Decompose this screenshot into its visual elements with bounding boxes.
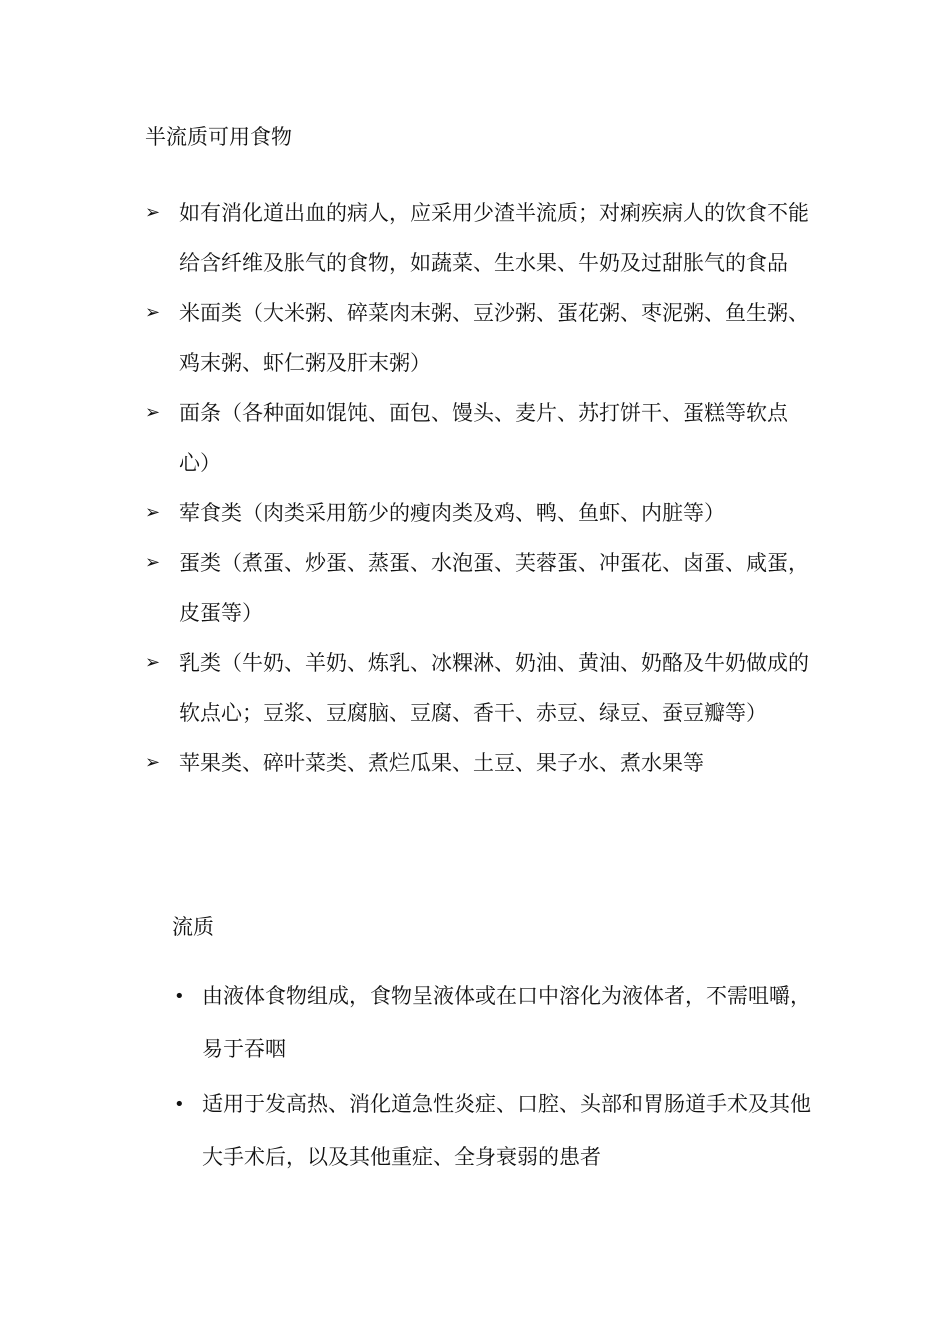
section-title: 半流质可用食物	[145, 125, 292, 149]
list-item-text: 荤食类（肉类采用筋少的瘦肉类及鸡、鸭、鱼虾、内脏等）	[179, 501, 725, 525]
list-item	[145, 738, 815, 788]
arrow-bullet-icon: ➢	[145, 402, 161, 423]
dot-bullet-icon: •	[174, 1094, 185, 1115]
arrow-bullet-icon: ➢	[145, 652, 161, 673]
list-item-text: 乳类（牛奶、羊奶、炼乳、冰粿淋、奶油、黄油、奶酪及牛奶做成的软点心；豆浆、豆腐脑、豆腐、香干、赤豆、绿豆、蚕豆瓣等）	[179, 651, 809, 725]
liquid-diet-list	[172, 970, 817, 1186]
arrow-bullet-icon: ➢	[145, 202, 161, 223]
list-item	[172, 970, 817, 1076]
list-item-text: 米面类（大米粥、碎菜肉末粥、豆沙粥、蛋花粥、枣泥粥、鱼生粥、鸡末粥、虾仁粥及肝末粥）	[179, 301, 809, 375]
list-item	[145, 638, 815, 738]
list-item	[145, 538, 815, 638]
list-item	[145, 188, 815, 288]
arrow-bullet-icon: ➢	[145, 502, 161, 523]
list-item-text: 如有消化道出血的病人，应采用少渣半流质；对痢疾病人的饮食不能给含纤维及胀气的食物，如蔬菜、生水果、牛奶及过甜胀气的食品	[179, 201, 809, 275]
list-item	[145, 288, 815, 388]
list-item	[145, 388, 815, 488]
dot-bullet-icon: •	[174, 986, 185, 1007]
list-item-text: 由液体食物组成，食物呈液体或在口中溶化为液体者，不需咀嚼，易于吞咽	[202, 984, 811, 1061]
list-item-text: 苹果类、碎叶菜类、煮烂瓜果、土豆、果子水、煮水果等	[179, 751, 704, 775]
arrow-bullet-icon: ➢	[145, 552, 161, 573]
section-subtitle: 流质	[172, 915, 214, 939]
list-item	[145, 488, 815, 538]
arrow-bullet-icon: ➢	[145, 752, 161, 773]
semi-liquid-food-list	[145, 188, 815, 788]
list-item	[172, 1078, 817, 1184]
arrow-bullet-icon: ➢	[145, 302, 161, 323]
list-item-text: 面条（各种面如馄饨、面包、馒头、麦片、苏打饼干、蛋糕等软点心）	[179, 401, 788, 475]
list-item-text: 适用于发高热、消化道急性炎症、口腔、头部和胃肠道手术及其他大手术后，以及其他重症、全身衰弱的患者	[202, 1092, 811, 1169]
list-item-text: 蛋类（煮蛋、炒蛋、蒸蛋、水泡蛋、芙蓉蛋、冲蛋花、卤蛋、咸蛋，皮蛋等）	[179, 551, 809, 625]
